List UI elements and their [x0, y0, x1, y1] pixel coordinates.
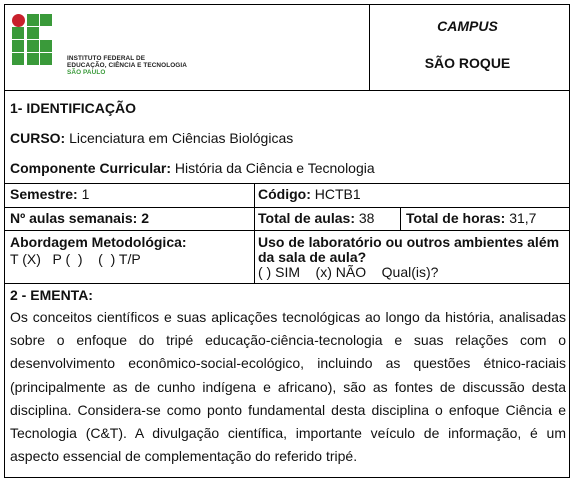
- curso-label: CURSO:: [10, 130, 66, 146]
- rule: [4, 230, 570, 231]
- logo-square: [40, 40, 52, 52]
- total-horas-cell: [406, 210, 536, 227]
- institution-name-line-2: EDUCAÇÃO, CIÊNCIA E TECNOLOGIA: [67, 62, 187, 69]
- column-divider: [254, 183, 255, 283]
- logo-square: [40, 14, 52, 26]
- curso-value: Licenciatura em Ciências Biológicas: [69, 130, 294, 146]
- total-horas-value: 31,7: [509, 210, 537, 226]
- ementa-text: Os conceitos científicos e suas aplicações tecnológicas ao longo da história, analisadas sobre o enfoque do tripé educação-ciência-tecnologia e suas relações com o desenvolvimento econômico-social-ecológico, incluindo as questões étnico-raciais (principalmente as de cunho indígena e africano), são as fontes de discussão desta disciplina. Considera-se como ponto fundamental desta disciplina o enfoque Ciência e Tecnologia (C&T). A divulgação científica, importante veículo de informação, é um aspecto essencial de complementação do referido tripé.: [10, 309, 566, 465]
- laboratorio-label-line-2: da sala de aula?: [258, 249, 367, 265]
- aulas-semanais-label: Nº aulas semanais:: [10, 210, 138, 226]
- logo-square: [12, 53, 24, 65]
- rule: [4, 183, 570, 184]
- section-title-identificacao: 1- IDENTIFICAÇÃO: [10, 100, 136, 116]
- total-aulas-label: Total de aulas:: [258, 210, 355, 226]
- logo-square: [27, 40, 39, 52]
- section-title-ementa: 2 - EMENTA:: [10, 287, 93, 303]
- header-divider: [369, 4, 370, 90]
- aulas-semanais-cell: [10, 210, 149, 227]
- total-aulas-value: 38: [358, 210, 375, 226]
- rule: [4, 283, 570, 284]
- column-divider: [400, 207, 401, 230]
- componente-label: Componente Curricular:: [10, 160, 172, 176]
- logo-square: [40, 53, 52, 65]
- codigo-label: Código:: [258, 186, 311, 202]
- laboratorio-options: ( ) SIM (x) NÃO Qual(is)?: [258, 264, 439, 280]
- campus-label: CAMPUS: [437, 18, 498, 34]
- logo-square: [27, 14, 39, 26]
- semestre-cell: [10, 186, 89, 203]
- logo-square: [12, 40, 24, 52]
- logo-square: [27, 27, 39, 39]
- rule: [4, 90, 570, 91]
- semestre-value: 1: [81, 186, 90, 202]
- rule: [4, 207, 570, 208]
- logo-square: [27, 53, 39, 65]
- logo-red-dot: [12, 14, 25, 27]
- codigo-value: HCTB1: [314, 186, 361, 202]
- semestre-label: Semestre:: [10, 186, 78, 202]
- aulas-semanais-value: 2: [141, 210, 149, 226]
- total-aulas-cell: [258, 210, 374, 227]
- institution-sub: SÃO PAULO: [67, 69, 106, 76]
- codigo-cell: [258, 186, 361, 203]
- curso-row: [10, 130, 293, 147]
- logo-square: [12, 27, 24, 39]
- componente-row: [10, 160, 375, 177]
- abordagem-label: Abordagem Metodológica:: [10, 234, 187, 250]
- componente-value: História da Ciência e Tecnologia: [174, 160, 375, 176]
- total-horas-label: Total de horas:: [406, 210, 506, 226]
- institution-name-line-1: INSTITUTO FEDERAL DE: [67, 55, 146, 62]
- abordagem-options: T (X) P ( ) ( ) T/P: [10, 251, 141, 267]
- campus-name: SÃO ROQUE: [424, 55, 511, 71]
- laboratorio-label-line-1: Uso de laboratório ou outros ambientes além: [258, 234, 560, 250]
